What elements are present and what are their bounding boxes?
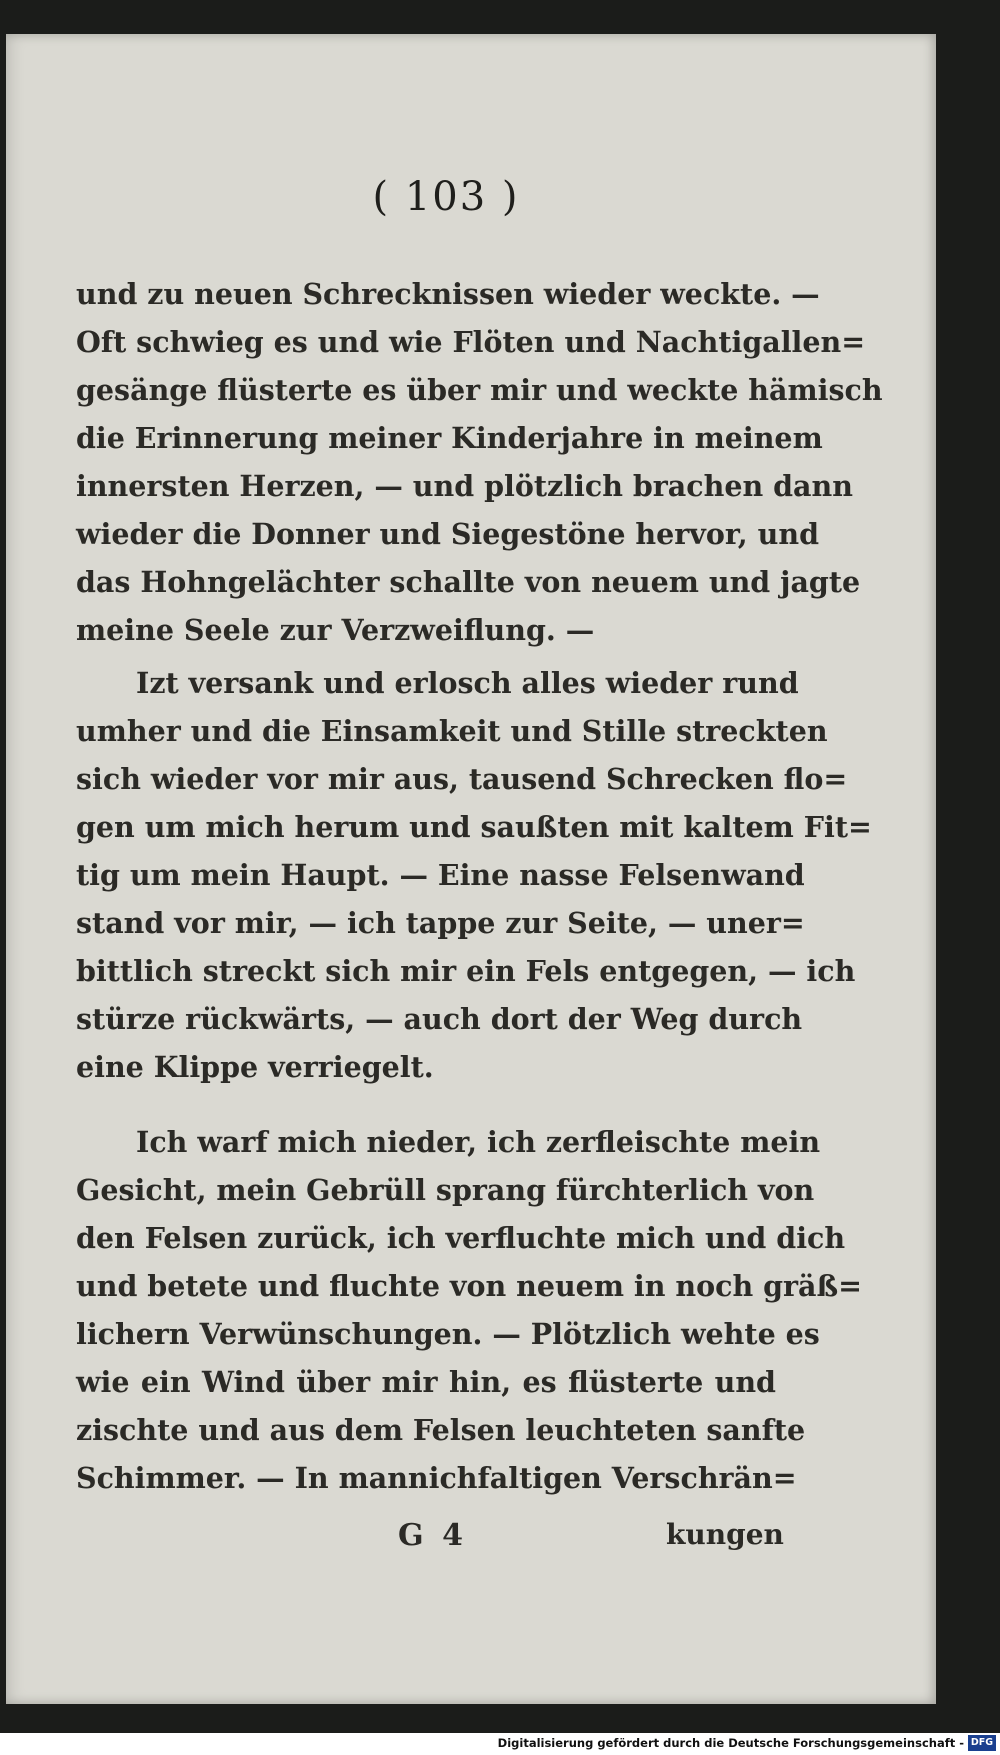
text-line: Oft schwieg es und wie Flöten und Nachtigallen=	[76, 325, 866, 359]
paragraph-1	[76, 270, 883, 654]
text-line: sich wieder vor mir aus, tausend Schrecken flo=	[76, 762, 848, 796]
footer-bar	[0, 1733, 1000, 1755]
text-line: die Erinnerung meiner Kinderjahre in meinem	[76, 421, 823, 455]
text-line: bittlich streckt sich mir ein Fels entgegen, — ich	[76, 954, 856, 988]
text-line: eine Klippe verriegelt.	[76, 1050, 434, 1084]
paragraph-3	[76, 1118, 863, 1502]
text-line: wie ein Wind über mir hin, es flüsterte und	[76, 1365, 776, 1399]
book-page	[6, 34, 936, 1704]
footer-credit: Digitalisierung gefördert durch die Deutsche Forschungsgemeinschaft -	[497, 1736, 964, 1750]
text-line: Izt versank und erlosch alles wieder rund	[136, 666, 799, 700]
text-line: stand vor mir, — ich tappe zur Seite, — uner=	[76, 906, 805, 940]
text-line: umher und die Einsamkeit und Stille streckten	[76, 714, 828, 748]
signature-mark: G 4	[398, 1518, 467, 1553]
text-line: Gesicht, mein Gebrüll sprang fürchterlich von	[76, 1173, 815, 1207]
text-line: meine Seele zur Verzweiflung. —	[76, 613, 595, 647]
text-line: das Hohngelächter schallte von neuem und jagte	[76, 565, 861, 599]
text-line: und zu neuen Schrecknissen wieder weckte. —	[76, 277, 820, 311]
dfg-logo: DFG	[968, 1735, 996, 1751]
text-line: innersten Herzen, — und plötzlich brachen dann	[76, 469, 853, 503]
text-line: stürze rückwärts, — auch dort der Weg durch	[76, 1002, 803, 1036]
paragraph-2	[76, 659, 872, 1091]
text-line: gen um mich herum und saußten mit kaltem Fit=	[76, 810, 872, 844]
text-line: und betete und fluchte von neuem in noch gräß=	[76, 1269, 863, 1303]
text-line: Ich warf mich nieder, ich zerfleischte mein	[136, 1125, 821, 1159]
text-line: gesänge flüsterte es über mir und weckte hämisch	[76, 373, 883, 407]
text-line: den Felsen zurück, ich verfluchte mich und dich	[76, 1221, 846, 1255]
page-number: ( 103 )	[372, 174, 520, 220]
text-line: tig um mein Haupt. — Eine nasse Felsenwand	[76, 858, 805, 892]
catchword: kungen	[666, 1518, 784, 1551]
text-line: lichern Verwünschungen. — Plötzlich wehte es	[76, 1317, 820, 1351]
text-line: zischte und aus dem Felsen leuchteten sanfte	[76, 1413, 806, 1447]
text-line: Schimmer. — In mannichfaltigen Verschrän=	[76, 1461, 797, 1495]
text-line: wieder die Donner und Siegestöne hervor, und	[76, 517, 820, 551]
